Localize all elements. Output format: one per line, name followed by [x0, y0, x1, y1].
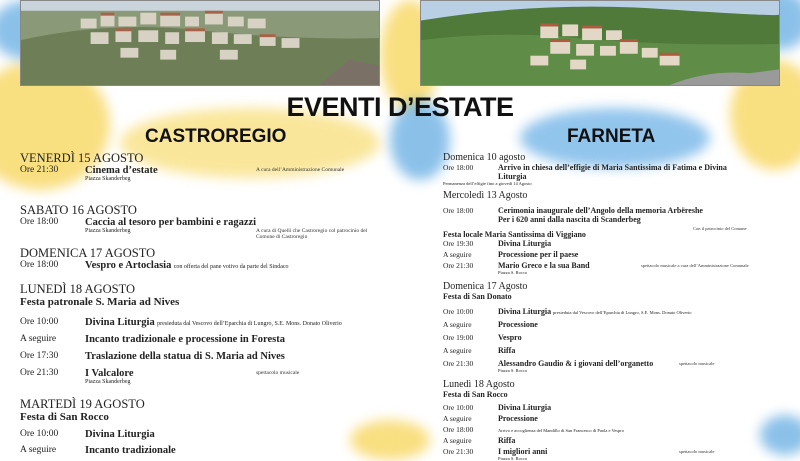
event-time: Ore 21:30 [443, 359, 474, 368]
farneta-program [443, 152, 778, 461]
event-row [20, 260, 380, 271]
event-row [443, 359, 778, 373]
festival-subtitle: Festa patronale S. Maria ad Nives [20, 296, 180, 308]
event-title: Riffa [498, 436, 516, 445]
event-row [443, 163, 778, 181]
event-note: A cura dell’Amministrazione Comunale [256, 167, 345, 173]
event-title: Vespro [498, 333, 522, 342]
event-title: I Valcalore [85, 368, 134, 379]
event-title: Mario Greco e la sua Band [498, 261, 590, 270]
event-row [443, 403, 778, 412]
day-heading: Mercoledì 13 Agosto [443, 190, 528, 201]
castroregio-program [20, 152, 380, 456]
event-row [443, 261, 778, 275]
event-note: Con il patrocinio del Comune [693, 226, 747, 231]
castroregio-day-section [20, 152, 380, 183]
event-place: Piazza S. Rocco [498, 270, 528, 275]
event-title: Incanto tradizionale [85, 445, 176, 456]
event-row [20, 317, 380, 328]
event-time: Ore 21:30 [20, 368, 59, 378]
event-title: Alessandro Gaudio & i giovani dell’organetto [498, 359, 654, 368]
festival-subtitle: Festa di San Rocco [443, 390, 508, 399]
event-title: Processione [498, 320, 538, 329]
event-time: Ore 10:00 [20, 429, 59, 439]
event-note: spettacolo musicale [679, 361, 715, 366]
event-title: Caccia al tesoro per bambini e ragazzi [85, 217, 257, 228]
farneta-day-section [443, 190, 778, 231]
event-place: Piazza Skanderbeg [85, 176, 131, 182]
event-title: Traslazione della statua di S. Maria ad Nives [85, 351, 285, 362]
event-title: Divina Liturgia [498, 403, 552, 412]
event-row [443, 425, 778, 434]
festival-subtitle: Festa di San Donato [443, 292, 512, 301]
event-time: Ore 18:00 [20, 260, 59, 270]
event-title: I migliori anni [498, 447, 548, 456]
event-title: Cinema d’estate [85, 165, 158, 176]
page-title: EVENTI D’ESTATE [286, 92, 514, 122]
castroregio-day-section [20, 398, 380, 456]
event-note: presieduta dal Vescovo dell’Eparchia di Lungro, S.E. Mons. Donato Oliverio [553, 310, 692, 315]
event-row [20, 165, 380, 183]
event-time: Ore 10:00 [443, 403, 474, 412]
event-title: Riffa [498, 346, 516, 355]
event-note: spettacolo musicale [256, 370, 300, 376]
event-row [20, 351, 380, 362]
event-time: Ore 18:00 [20, 217, 59, 227]
day-heading: Domenica 17 Agosto [443, 281, 528, 292]
farneta-day-section [443, 379, 778, 461]
day-heading: VENERDÌ 15 AGOSTO [20, 151, 144, 165]
event-title: Arrivo in chiesa dell’effigie di Maria Santissima di Fatima e Divina Liturgia [498, 163, 727, 181]
day-heading: LUNEDÌ 18 AGOSTO [20, 282, 136, 296]
event-title: Cerimonia inaugurale dell’Angolo della memoria Arbëreshe Per i 620 anni dalla nascita di Scanderbeg [498, 206, 703, 224]
event-note: spettacolo musicale a cura dell’Amministrazione Comunale [641, 263, 749, 268]
event-row [443, 447, 778, 461]
event-time: A seguire [443, 346, 472, 355]
event-title: Incanto tradizionale e processione in Foresta [85, 334, 285, 345]
event-time: A seguire [20, 445, 57, 455]
event-place: Piazza S. Rocco [498, 456, 528, 461]
event-time: A seguire [20, 334, 57, 344]
castroregio-heading: CASTROREGIO [145, 126, 287, 147]
event-time: A seguire [443, 250, 472, 259]
farneta-village-photo [420, 0, 780, 86]
day-heading: MARTEDÌ 19 AGOSTO [20, 397, 145, 411]
castroregio-day-section [20, 247, 380, 271]
event-place: Piazza S. Rocco [498, 368, 528, 373]
event-row [443, 250, 778, 259]
farneta-day-section [443, 152, 778, 186]
event-row [443, 307, 778, 316]
day-heading: Domenica 10 agosto [443, 152, 526, 163]
event-row [443, 320, 778, 329]
event-note: Arrivo e accoglienza del Mandillo di San Francesco di Paola e Vespro [498, 428, 625, 433]
event-row [443, 333, 778, 342]
event-time: Ore 19:00 [443, 333, 474, 342]
farneta-heading: FARNETA [567, 126, 656, 147]
event-note: presieduta dal Vescovo dell’Eparchia di Lungro, S.E. Mons. Donato Oliverio [157, 321, 342, 327]
event-row [20, 334, 380, 345]
event-row [20, 445, 380, 456]
event-row [443, 206, 778, 231]
event-time: Ore 18:00 [443, 163, 474, 172]
event-note: con offerta del pane votivo da parte del Sindaco [173, 264, 289, 270]
event-row [20, 429, 380, 440]
event-time: Ore 17:30 [20, 351, 59, 361]
section-footnote: Permanenza dell’effigie fino a giovedì 14 Agosto [443, 181, 532, 186]
event-time: A seguire [443, 436, 472, 445]
castroregio-village-photo [20, 0, 380, 86]
event-row [443, 239, 778, 248]
event-row [443, 346, 778, 355]
event-time: Ore 19:30 [443, 239, 474, 248]
event-time: Ore 18:00 [443, 206, 474, 215]
event-title: Vespro e Artoclasia [85, 260, 172, 271]
event-time: Ore 10:00 [443, 307, 474, 316]
event-time: A seguire [443, 320, 472, 329]
festival-subtitle: Festa locale Maria Santissima di Viggiano [443, 230, 586, 239]
castroregio-day-section [20, 283, 380, 386]
event-title: Divina Liturgia [498, 239, 552, 248]
day-heading: Lunedì 18 Agosto [443, 379, 515, 390]
festival-subtitle: Festa di San Rocco [20, 411, 109, 423]
farneta-day-section [443, 230, 778, 275]
event-note: A cura di Quelli che Castroregio col patrocinio del Comune di Castroregio [256, 228, 368, 240]
event-row [20, 217, 380, 240]
event-place: Piazza Skanderbeg [85, 228, 131, 234]
event-title: Divina Liturgia [85, 317, 155, 328]
event-title: Divina Liturgia [85, 429, 155, 440]
event-time: Ore 21:30 [443, 447, 474, 456]
farneta-day-section [443, 281, 778, 373]
event-row [443, 436, 778, 445]
event-row [443, 414, 778, 423]
event-place: Piazza Skanderbeg [85, 379, 131, 385]
day-heading: DOMENICA 17 AGOSTO [20, 246, 156, 260]
event-time: Ore 18:00 [443, 425, 474, 434]
event-note: spettacolo musicale [679, 449, 715, 454]
event-time: Ore 21:30 [20, 165, 59, 175]
event-time: Ore 21:30 [443, 261, 474, 270]
event-title: Processione [498, 414, 538, 423]
event-time: A seguire [443, 414, 472, 423]
event-row [20, 368, 380, 386]
event-time: Ore 10:00 [20, 317, 59, 327]
day-heading: SABATO 16 AGOSTO [20, 203, 137, 217]
event-title: Divina Liturgia [498, 307, 552, 316]
castroregio-day-section [20, 203, 380, 240]
event-title: Processione per il paese [498, 250, 579, 259]
